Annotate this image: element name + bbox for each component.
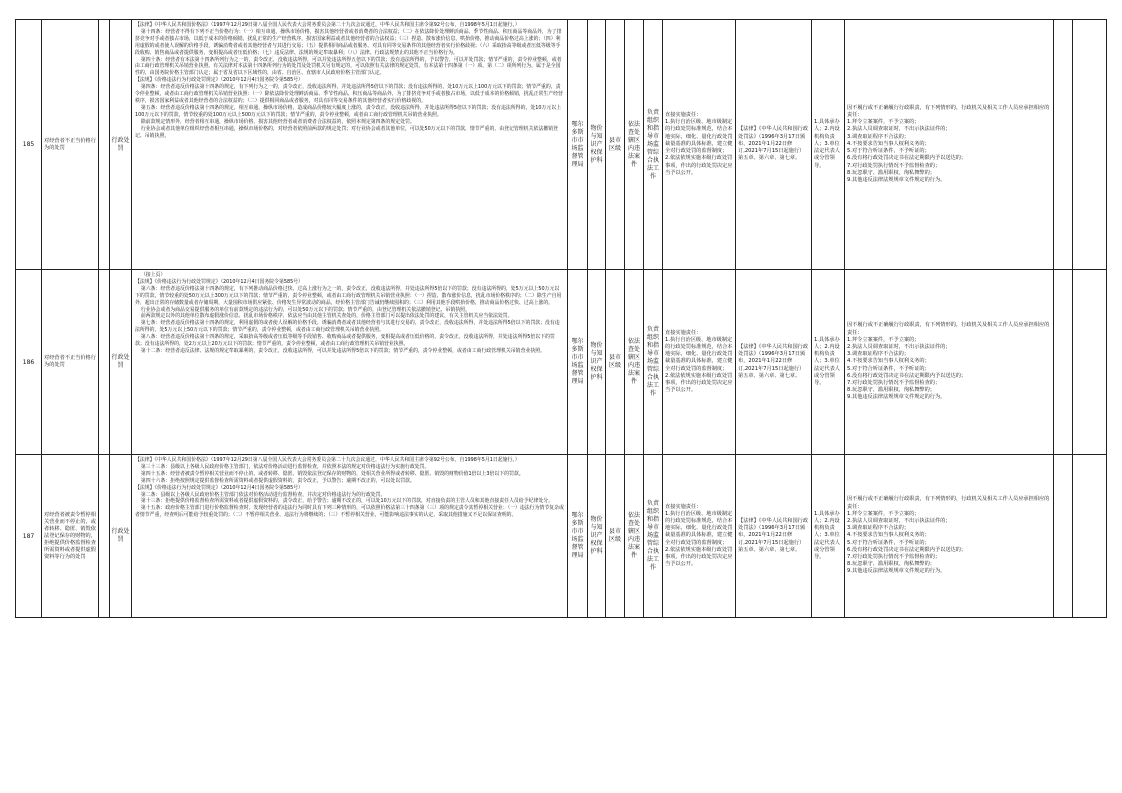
legal-basis-paragraph: （接上页） <box>140 272 166 278</box>
legal-basis-paragraph: 第七条：经营者违反价格法第十四条的规定，利用虚假的或者使人误解的价格手段，诱骗消费者或者其他经营者与其进行交易的，责令改正，没收违法所得，并处违法所得5倍以下的罚款；没有违法所得的，处5万元以上50万元以下的罚款；情节严重的，责令停业整顿，或者由工商行政管理机关吊销营业执照。 <box>135 320 560 334</box>
responsibility-line: 1.执行自治区级、地市级制定的行政处罚标准规范，结合本地实际，细化、量化行政处罚裁量基准的具体标准，建立健全对行政处罚的监督制度； <box>665 336 733 372</box>
responsibility-line: 1.执行自治区级、地市级制定的行政处罚标准规范，结合本地实际，细化、量化行政处罚裁量基准的具体标准，建立健全对行政处罚的监督制度； <box>665 119 733 155</box>
category-cell: 行政处罚 <box>110 20 132 270</box>
accountability-line: 4.不按要求告知当事人权利义务的； <box>847 358 930 365</box>
legal-basis-paragraph: 第三十三条：县级以上各级人民政府价格主管部门，依法对价格活动进行监督检查，并依照本法的规定对价格违法行为实施行政处罚。 <box>140 463 430 470</box>
legal-basis-paragraph: 第四十五条：经营者被责令暂停相关营业而不停止的，或者转移、隐匿、销毁依法登记保存的财物的，处相关营业所得或者转移、隐匿、销毁的财物价值1倍以上3倍以下的罚款。 <box>140 470 524 477</box>
responsibility-cell <box>663 270 736 455</box>
category-cell: 行政处罚 <box>110 270 132 455</box>
responsibility-line: 1.执行自治区级、地市级制定的行政处罚标准规范，结合本地实际，细化、量化行政处罚裁量基准的具体标准，建立健全对行政处罚的监督制度； <box>665 510 733 546</box>
accountability-line: 因不履行或不正确履行行政职责，有下列情形的，行政机关及相关工作人员应承担相应的责任： <box>847 322 1050 336</box>
accountability-line: 2.执法人员调查取证时，不出示执法证件的； <box>847 343 951 350</box>
accountability-line: 因不履行或不正确履行行政职责，有下列情形的，行政机关及相关工作人员应承担相应的责任： <box>847 496 1050 510</box>
law-basis-cell: 【法律】《中华人民共和国行政处罚法》（1996年3月17日颁布，2021年1月22日修订,2021年7月15日起施行）第五章、第六章、第七章。 <box>736 455 812 618</box>
duty-cell: 负责组织和指导市场监管综合执法工作 <box>644 270 663 455</box>
accountability-line: 2.执法人员调查取证时，不出示执法证件的； <box>847 517 951 524</box>
subject-cell: 依法查处辖区内违法案件 <box>625 270 644 455</box>
duty-cell: 负责组织和指导市场监管综合执法工作 <box>644 455 663 618</box>
accountability-line: 9.其他违反法律法规规章文件规定的行为。 <box>847 568 946 575</box>
row-number-cell: 185 <box>16 20 42 270</box>
legal-basis-paragraph: 第十五条：政府价格主管部门进行价格监督检查时，发现经营者的违法行为同时具有下列三种情形的，可以依照价格法第三十四条第（三）项的规定责令其暂停相关营业：（一）违法行为情节复杂或者情节严重，经查明后可能给予较重处罚的；（二）不暂停相关营业，违法行为将继续的；（三）不暂停相关营业，可能影响违法事实的认定，采取其他措施又不足以保证查明的。 <box>135 505 564 519</box>
blank-cell <box>1054 270 1073 455</box>
agency-cell: 鄂尔多斯市市场监督管理局 <box>568 455 588 618</box>
accountability-line: 3.调查取证程序不合法的； <box>847 351 910 358</box>
legal-basis-paragraph: 第十三条：拒绝提供价格监督检查所需资料或者提供虚假资料的，责令改正，给予警告；逾期不改正的，可以处10万元以下的罚款，对直接负责的主管人员和其他直接责任人员给予纪律处分。 <box>140 498 554 505</box>
accountability-line: 5.对于符合听证条件，不予听证的； <box>847 539 930 546</box>
responsibility-line: 直接实施责任： <box>665 112 702 119</box>
level-cell: 县市区级 <box>606 20 625 270</box>
row-number-cell: 187 <box>16 455 42 618</box>
department-cell: 物价与知识产权保护科 <box>588 20 606 270</box>
blank-cell <box>99 20 110 270</box>
legal-basis-paragraph: 第十四条：经营者不得有下列不正当价格行为：（一）相互串通，操纵市场价格，损害其他经营者或者消费者的合法权益；（二）在依法降价处理鲜活商品、季节性商品、积压商品等商品外，为了排挤竞争对手或者独占市场，以低于成本的价格倾销，扰乱正常的生产经营秩序，损害国家利益或者其他经营者的合法权益；（三）捏造、散布涨价信息，哄抬价格，推动商品价格过高上涨的；（四）利用虚假的或者使人误解的价格手段，诱骗消费者或者其他经营者与其进行交易；（五）提供相同商品或者服务，对具有同等交易条件的其他经营者实行价格歧视；（六）采取抬高等级或者压低等级等手段收购、销售商品或者提供服务，变相提高或者压低价格；（七）违反法律、法规的规定牟取暴利；（八）法律、行政法规禁止的其他不正当价格行为。 <box>135 28 562 56</box>
accountability-line: 6.没有将行政处罚决定书在法定期限内予以送达的； <box>847 155 967 162</box>
blank-cell <box>1073 455 1107 618</box>
table-row <box>16 270 1107 455</box>
legal-basis-paragraph: 第四条：经营者违反价格法第十四条的规定，有下列行为之一的，责令改正，没收违法所得，并处违法所得5倍以下的罚款；没有违法所得的，处10万元以上100万元以下的罚款；情节严重的，责令停业整顿，或者由工商行政管理机关吊销营业执照：（一）除依法降价处理鲜活商品、季节性商品、积压商品等商品外，为了排挤竞争对手或者独占市场，以低于成本的价格倾销，扰乱正常生产经营秩序，损害国家利益或者其他经营者的合法权益的；（二）提供相同商品或者服务，对具有同等交易条件的其他经营者实行价格歧视的。 <box>135 84 563 104</box>
accountability-line: 8.玩忽职守、滥用职权、徇私舞弊的； <box>847 561 935 568</box>
responsibility-line: 2.依法依规实施本级行政处罚事项，作出的行政处罚决定应当予以公开。 <box>665 546 733 568</box>
department-cell: 物价与知识产权保护科 <box>588 455 606 618</box>
accountability-line: 7.对行政处罚执行情况不予监督检查的； <box>847 554 941 560</box>
accountability-line: 9.其他违反法律法规规章文件规定的行为。 <box>847 394 946 401</box>
legal-basis-paragraph: 第十二条：经营者违反法律、法规的规定牟取暴利的，责令改正，没收违法所得，可以并处违法所得5倍以下的罚款；情节严重的，责令停业整顿，或者由工商行政管理机关吊销营业执照。 <box>140 347 546 354</box>
accountability-line: 1.拜令立案案件，不予立案的； <box>847 510 920 517</box>
category-cell: 行政处罚 <box>110 455 132 618</box>
table-body <box>16 20 1107 618</box>
responsibility-cell <box>663 20 736 270</box>
department-cell: 物价与知识产权保护科 <box>588 270 606 455</box>
legal-basis-paragraph: 行业协会或者其他单位组织经营者相互串通，操纵市场价格的，对经营者依照前两款的规定处罚；对行业协会或者其他单位，可以处50万元以下的罚款，情节严重的，由登记管理机关依法撤销登记、吊销执照。 <box>135 125 558 139</box>
subject-cell: 依法查处辖区内违法案件 <box>625 20 644 270</box>
accountability-line: 5.对于符合听证条件，不予听证的； <box>847 365 930 372</box>
accountability-cell <box>845 270 1054 455</box>
row-number-cell: 186 <box>16 270 42 455</box>
law-basis-cell: 【法律】《中华人民共和国行政处罚法》（1996年3月17日颁布，2021年1月22日修订,2021年7月15日起施行）第五章、第六章、第七章。 <box>736 270 812 455</box>
responsibility-line: 直接实施责任： <box>665 503 702 510</box>
item-name-cell: 对经营者被责令暂停相关营业而不停止的，或者转移、隐匿、销毁依法登记保存的财物的，拒绝提供价格监督检查所需资料或者提供虚假资料等行为的处罚 <box>42 455 99 618</box>
legal-basis-paragraph: 第八条：经营者违反价格法第十四条的规定，采取抬高等级或者压低等级等手段销售、收购商品或者提供服务，变相提高或者压低价格的，责令改正，没收违法所得，并处违法所得5倍以下的罚款；没有违法所得的，处2万元以上20万元以下的罚款；情节严重的，责令停业整顿，或者由工商行政管理机关吊销营业执照。 <box>135 334 555 348</box>
duty-cell: 负责组织和指导市场监管综合执法工作 <box>644 20 663 270</box>
legal-basis-paragraph: 第四十条：经营者有本法第十四条所列行为之一的，责令改正，没收违法所得，可以并处违法所得五倍以下的罚款；没有违法所得的，予以警告，可以并处罚款；情节严重的，责令停业整顿，或者由工商行政管理机关吊销营业执照。有关法律对本法第十四条所列行为的处罚及处罚机关另有规定的，可以依照有关法律的规定处罚。有本法第十四条第（一）项、第（二）项所列行为，属于是全国性的，由国务院价格主管部门认定；属于省及省以下区域性的，由省、自治区、直辖市人民政府价格主管部门认定。 <box>135 56 562 77</box>
legal-basis-paragraph: 【法规】《价格违法行为行政处罚规定》（2010年12月4日国务院令第585号） <box>135 278 304 285</box>
blank-cell <box>1054 20 1073 270</box>
accountability-line: 9.其他违反法律法规规章文件规定的行为。 <box>847 176 946 183</box>
power-list-table <box>15 19 1107 618</box>
responsible-subject-cell: 1.具体承办人；2.内设机构负责人；3.单位法定代表人或分管领导。 <box>812 270 845 455</box>
responsibility-line: 2.依法依规实施本级行政处罚事项，作出的行政处罚决定应当予以公开。 <box>665 372 733 394</box>
subject-cell: 依法查处辖区内违法案件 <box>625 455 644 618</box>
accountability-cell <box>845 455 1054 618</box>
accountability-line: 3.调查取证程序不合法的； <box>847 525 910 532</box>
blank-cell <box>1054 455 1073 618</box>
legal-basis-paragraph: 行业协会或者为商品交易提供服务的单位有前款规定的违法行为的，可以处50万元以下的罚款；情节严重的，由登记管理机关依法撤销登记、吊销执照。 <box>140 306 470 313</box>
blank-cell <box>1073 20 1107 270</box>
accountability-line: 1.拜令立案案件，不予立案的； <box>847 119 920 126</box>
accountability-line: 4.不按要求告知当事人权利义务的； <box>847 532 930 539</box>
accountability-line: 1.拜令立案案件，不予立案的； <box>847 336 920 343</box>
item-name-cell: 对经营者不正当价格行为的处罚 <box>42 270 99 455</box>
accountability-line: 6.没有将行政处罚决定书在法定期限内予以送达的； <box>847 546 967 553</box>
law-basis-cell: 【法律】《中华人民共和国行政处罚法》（1996年3月17日颁布，2021年1月22日修订,2021年7月15日起施行）第五章、第六章、第七章。 <box>736 20 812 270</box>
accountability-line: 3.调查取证程序不合法的； <box>847 133 910 140</box>
blank-cell <box>99 270 110 455</box>
blank-cell <box>99 455 110 618</box>
blank-cell <box>1073 270 1107 455</box>
legal-basis-cell <box>132 20 568 270</box>
legal-basis-paragraph: 【法律】《中华人民共和国价格法》（1997年12月29日第八届全国人民代表大会常务委员会第二十九次会议通过，中华人民共和国主席令第92号公布，自1998年5月1日起施行。） <box>135 457 520 463</box>
item-name-cell: 对经营者不正当价格行为的处罚 <box>42 20 99 270</box>
legal-basis-paragraph: 第二条：县级以上各级人民政府价格主管部门依法对价格活动进行监督检查，并决定对价格违法行为的行政处罚。 <box>140 491 386 498</box>
responsibility-line: 直接实施责任： <box>665 329 702 336</box>
accountability-line: 因不履行或不正确履行行政职责，有下列情形的，行政机关及相关工作人员应承担相应的责任： <box>847 104 1050 119</box>
accountability-line: 2.执法人员调查取证时，不出示执法证件的； <box>847 126 951 133</box>
legal-basis-paragraph: 第四十六条：拒绝按照规定提供监督检查所需资料或者提供虚假资料的，责令改正，予以警告；逾期不改正的，可以处以罚款。 <box>140 477 415 484</box>
responsibility-cell <box>663 455 736 618</box>
agency-cell: 鄂尔多斯市市场监督管理局 <box>568 270 588 455</box>
responsibility-line: 2.依法依规实施本级行政处罚事项，作出的行政处罚决定应当予以公开。 <box>665 155 733 176</box>
accountability-line: 8.玩忽职守、滥用职权、徇私舞弊的； <box>847 387 935 394</box>
responsible-subject-cell: 1.具体承办人；2.内设机构负责人；3.单位法定代表人或分管领导。 <box>812 455 845 618</box>
accountability-line: 7.对行政处罚执行情况不予监督检查的； <box>847 162 941 169</box>
responsible-subject-cell: 1.具体承办人；2.内设机构负责人；3.单位法定代表人或分管领导。 <box>812 20 845 270</box>
accountability-line: 4.不按要求告知当事人权利义务的； <box>847 140 930 147</box>
legal-basis-paragraph: 第五条：经营者违反价格法第十四条的规定，相互串通，操纵市场价格，造成商品价格较大幅度上涨的，责令改正，没收违法所得，并处违法所得5倍以下的罚款；没有违法所得的，处10万元以上100万元以下的罚款，情节较重的处100万元以上500万元以下的罚款；情节严重的，责令停业整顿，或者由工商行政管理机关吊销营业执照。 <box>135 104 562 118</box>
table-row <box>16 20 1107 270</box>
accountability-line: 6.没有将行政处罚决定书在法定期限内予以送达的； <box>847 372 967 379</box>
accountability-line: 8.玩忽职守、滥用职权、徇私舞弊的； <box>847 169 935 176</box>
legal-basis-cell <box>132 270 568 455</box>
agency-cell: 鄂尔多斯市市场监督管理局 <box>568 20 588 270</box>
legal-basis-paragraph: 第六条：经营者违反价格法第十四条的规定，有下列推动商品价格过快、过高上涨行为之一的，责令改正，没收违法所得，并处违法所得5倍以下的罚款；没有违法所得的，处5万元以上50万元以下的罚款，情节较重的处50万元以上300万元以下的罚款；情节严重的，责令停业整顿，或者由工商行政管理机关吊销营业执照：（一）捏造、散布涨价信息，扰乱市场价格秩序的；（二）除生产自用外，超出正常的存储数量或者存储周期，大量囤积市场供应紧张、价格发生异常波动的商品，经价格主管部门告诫仍继续囤积的；（三）利用其他手段哄抬价格，推动商品价格过快、过高上涨的。 <box>135 285 562 306</box>
legal-basis-paragraph: 【法律】《中华人民共和国价格法》（1997年12月29日第八届全国人民代表大会常务委员会第二十九次会议通过，中华人民共和国主席令第92号公布，自1998年5月1日起施行。） <box>135 22 520 28</box>
legal-basis-paragraph: 【法规】《价格违法行为行政处罚规定》（2010年12月4日国务院令第585号） <box>135 484 304 491</box>
legal-basis-paragraph: 【法规】《价格违法行为行政处罚规定》（2010年12月4日国务院令第585号） <box>135 77 304 84</box>
legal-basis-paragraph: 前两款规定以外的其他单位散布虚假涨价信息，扰乱市场价格秩序，依法应当由其他主管机关查处的，价格主管部门可以提出依法处罚的建议，有关主管机关应当依法处罚。 <box>140 313 513 320</box>
legal-basis-cell <box>132 455 568 618</box>
accountability-line: 7.对行政处罚执行情况不予监督检查的； <box>847 380 941 386</box>
accountability-line: 5.对于符合听证条件，不予听证的； <box>847 148 930 155</box>
table-row <box>16 455 1107 618</box>
accountability-cell <box>845 20 1054 270</box>
level-cell: 县市区级 <box>606 270 625 455</box>
legal-basis-paragraph: 除前款规定情形外，经营者相互串通，操纵市场价格，损害其他经营者或者消费者合法权益的，依照本规定第四条的规定处罚。 <box>140 118 415 125</box>
level-cell: 县市区级 <box>606 455 625 618</box>
